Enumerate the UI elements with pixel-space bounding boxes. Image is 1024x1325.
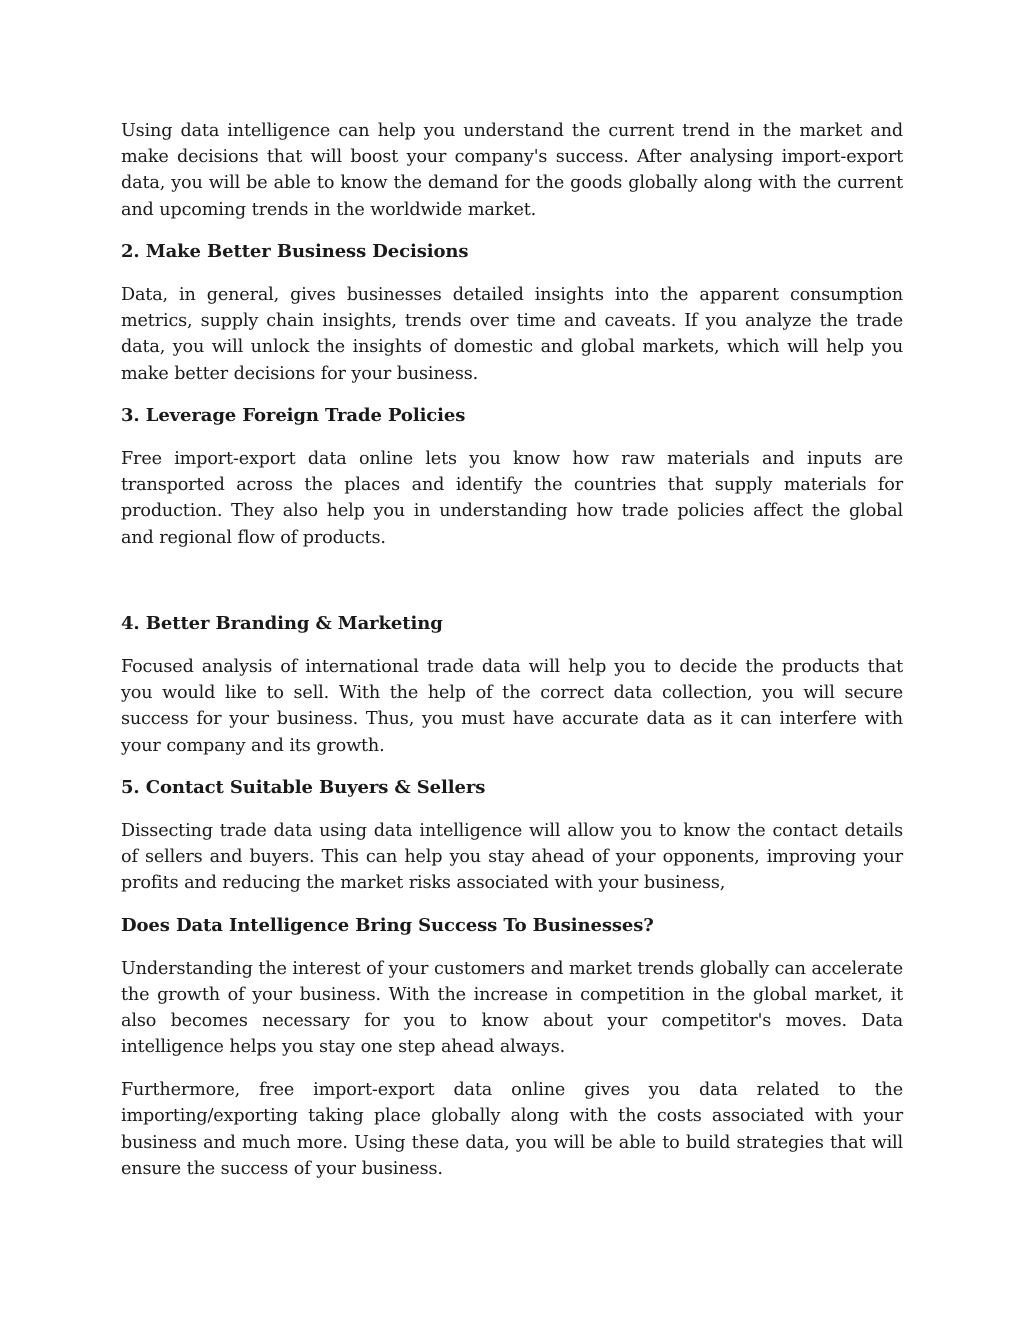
section-spacer <box>121 567 903 611</box>
intro-paragraph: Using data intelligence can help you understand the current trend in the market and make decisions that will boost your company's success. After analysing import-export data, you will be able to know the demand for the goods globally along with the current and upcoming trends in the worldwide market. <box>121 121 903 220</box>
section-heading-branding-marketing: 4. Better Branding & Marketing <box>121 613 443 635</box>
section-body-branding-marketing: Focused analysis of international trade data will help you to decide the products that you would like to sell. With the help of the correct data collection, you will secure success for your business. Thus, you must have accurate data as it can interfere with your company and its growth. <box>121 657 903 756</box>
section-heading-data-intelligence-success: Does Data Intelligence Bring Success To Businesses? <box>121 915 654 937</box>
document-page <box>121 118 903 1199</box>
closing-paragraph: Furthermore, free import-export data online gives you data related to the importing/exporting taking place globally along with the costs associated with your business and much more. Using these data, you will be able to build strategies that will ensure the success of your business. <box>121 1080 903 1179</box>
section-heading-buyers-sellers: 5. Contact Suitable Buyers & Sellers <box>121 777 486 799</box>
section-body-trade-policies: Free import-export data online lets you know how raw materials and inputs are transported across the places and identify the countries that supply materials for production. They also help you in understanding how trade policies affect the global and regional flow of products. <box>121 449 903 548</box>
section-body-data-intelligence-success: Understanding the interest of your customers and market trends globally can accelerate the growth of your business. With the increase in competition in the global market, it also becomes necessary for you to know about your competitor's moves. Data intelligence helps you stay one step ahead always. <box>121 958 903 1058</box>
section-heading-trade-policies: 3. Leverage Foreign Trade Policies <box>121 405 466 427</box>
section-body-business-decisions: Data, in general, gives businesses detailed insights into the apparent consumption metrics, supply chain insights, trends over time and caveats. If you analyze the trade data, you will unlock the insights of domestic and global markets, which will help you make better decisions for your business. <box>121 285 903 384</box>
section-body-buyers-sellers: Dissecting trade data using data intelligence will allow you to know the contact details of sellers and buyers. This can help you stay ahead of your opponents, improving your profits and reducing the market risks associated with your business, <box>121 821 903 894</box>
section-heading-business-decisions: 2. Make Better Business Decisions <box>121 241 469 263</box>
